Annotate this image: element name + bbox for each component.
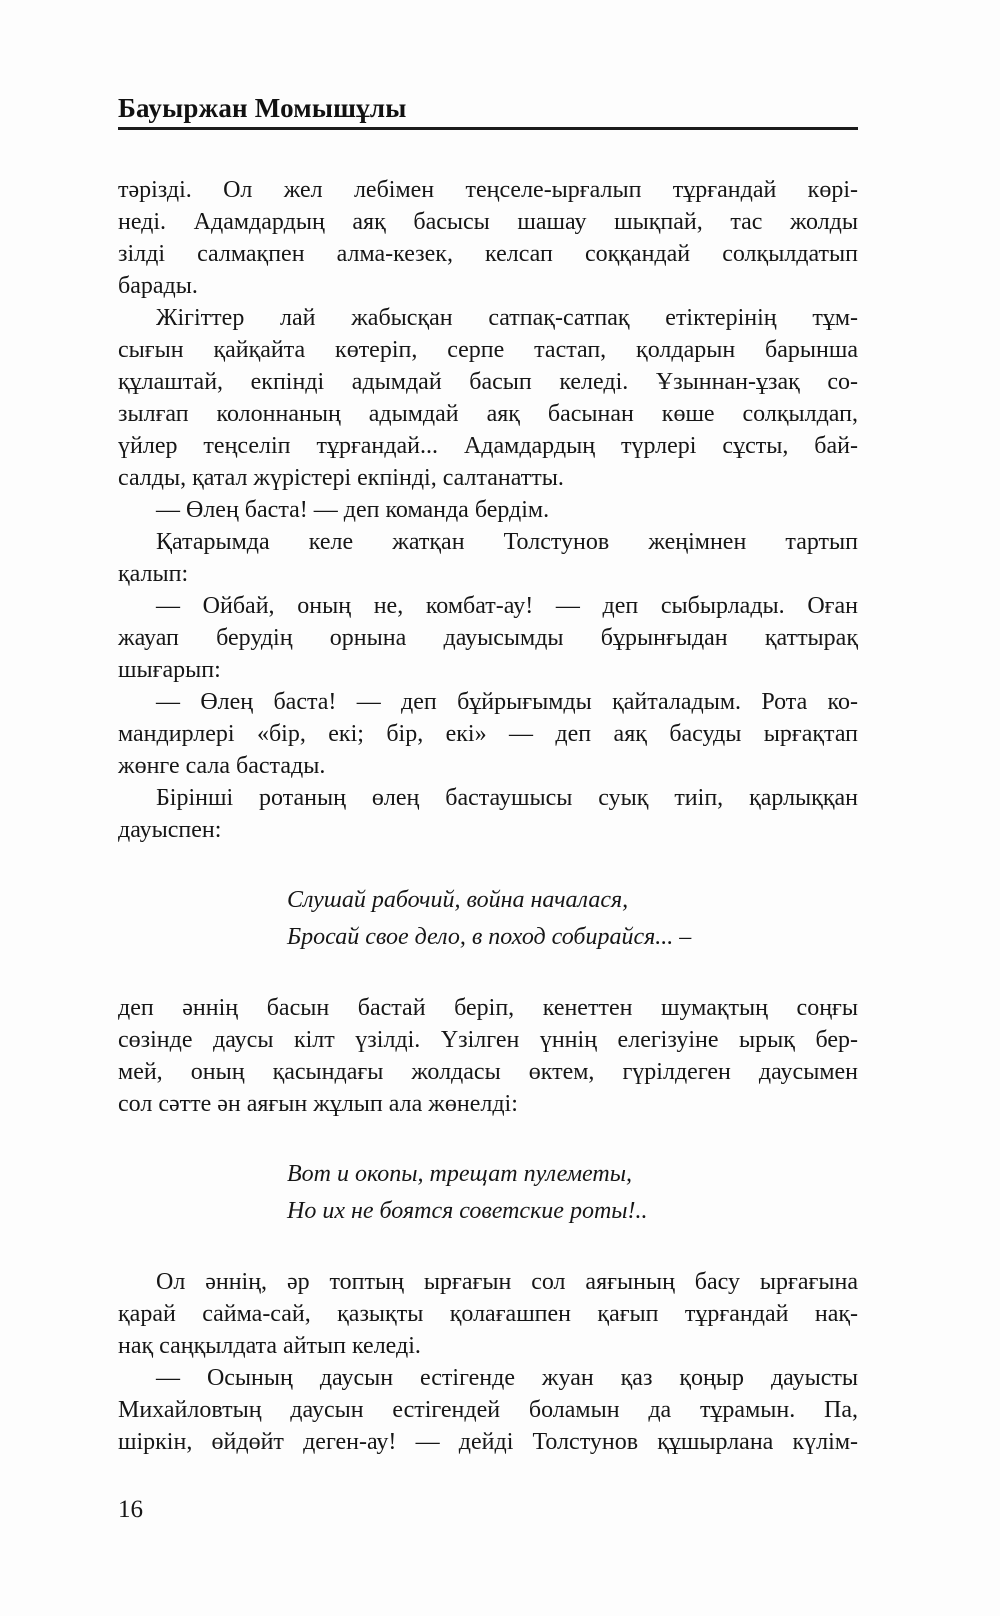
paragraph — [118, 1362, 858, 1458]
paragraph — [118, 782, 858, 846]
text-line: деп әннің басын бастай беріп, кенеттен шумақтың соңғы — [118, 995, 858, 1021]
text-line: барады. — [118, 273, 198, 299]
text-line: сол сәтте ән аяғын жұлып ала жөнелді: — [118, 1091, 518, 1117]
text-line: шығарып: — [118, 657, 221, 683]
text-line: үйлер теңселіп тұрғандай... Адамдардың түрлері сұсты, бай- — [118, 433, 858, 459]
paragraph — [118, 526, 858, 590]
text-line: — Ойбай, оның не, комбат-ау! — деп сыбырлады. Оған — [156, 593, 858, 619]
text-line: Михайловтың даусын естігендей боламын да тұрамын. Па, — [118, 1397, 858, 1423]
text-line: шіркін, өйдөйт деген-ау! — дейді Толстунов құшырлана күлім- — [118, 1429, 858, 1455]
text-line: — Өлең баста! — деп команда бердім. — [156, 497, 550, 523]
page-number: 16 — [118, 1496, 143, 1523]
text-line: сөзінде даусы кілт үзілді. Үзілген үннің елегізуіне ырық бер- — [118, 1027, 858, 1053]
text-line: қарай сайма-сай, қазықты қолағашпен қағып тұрғандай нақ- — [118, 1301, 858, 1327]
text-line: мандирлері «бір, екі; бір, екі» — деп аяқ басуды ырғақтап — [118, 721, 858, 747]
text-line: Қатарымда келе жатқан Толстунов жеңімнен тартып — [156, 529, 858, 555]
paragraph — [118, 590, 858, 686]
text-line: қалып: — [118, 561, 189, 587]
text-line: зылғап колоннаның адымдай аяқ басынан көше солқылдап, — [118, 401, 858, 427]
text-line: жөнге сала бастады. — [118, 753, 326, 779]
text-line: — Өлең баста! — деп бұйрығымды қайталадым. Рота ко- — [156, 689, 858, 715]
text-line: тәрізді. Ол жел лебімен теңселе-ырғалып тұрғандай көрі- — [118, 177, 858, 203]
text-line: зілді салмақпен алма-кезек, келсап соққандай солқылдатып — [118, 241, 858, 267]
paragraph — [118, 1266, 858, 1362]
verse-line: Вот и окопы, трещат пулеметы, — [287, 1161, 632, 1187]
text-line: Бірінші ротаның өлең бастаушысы суық тиіп, қарлыққан — [156, 785, 858, 811]
text-line: сығын қайқайта көтеріп, серпе тастап, қолдарын барынша — [118, 337, 858, 363]
text-line: нақ саңқылдата айтып келеді. — [118, 1333, 421, 1359]
text-line: — Осының даусын естігенде жуан қаз қоңыр дауысты — [156, 1365, 858, 1391]
verse-block — [287, 1156, 858, 1230]
paragraph — [118, 174, 858, 302]
verse-line: Слушай рабочий, война началася, — [287, 887, 629, 913]
running-header-author: Бауыржан Момышұлы — [118, 93, 407, 123]
verse-line: Бросай свое дело, в поход собирайся... – — [287, 924, 692, 950]
paragraph — [118, 992, 858, 1120]
verse-line: Но их не боятся советские роты!.. — [287, 1198, 648, 1224]
text-line: жауап берудің орнына дауысымды бұрынғыдан қаттырақ — [118, 625, 858, 651]
verse-block — [287, 882, 858, 956]
page-content — [118, 0, 858, 1458]
text-line: мей, оның қасындағы жолдасы өктем, гүрілдеген даусымен — [118, 1059, 858, 1085]
paragraph — [118, 494, 858, 526]
text-line: Жігіттер лай жабысқан сатпақ-сатпақ етіктерінің тұм- — [156, 305, 858, 331]
text-line: неді. Адамдардың аяқ басысы шашау шықпай, тас жолды — [118, 209, 858, 235]
paragraph — [118, 302, 858, 494]
text-line: құлаштай, екпінді адымдай басып келеді. Ұзыннан-ұзақ со- — [118, 369, 858, 395]
page-body — [118, 174, 858, 1458]
header-rule — [118, 127, 858, 130]
text-line: дауыспен: — [118, 817, 222, 843]
text-line: салды, қатал жүрістері екпінді, салтанатты. — [118, 465, 564, 491]
paragraph — [118, 686, 858, 782]
text-line: Ол әннің, әр топтың ырғағын сол аяғының басу ырғағына — [156, 1269, 858, 1295]
